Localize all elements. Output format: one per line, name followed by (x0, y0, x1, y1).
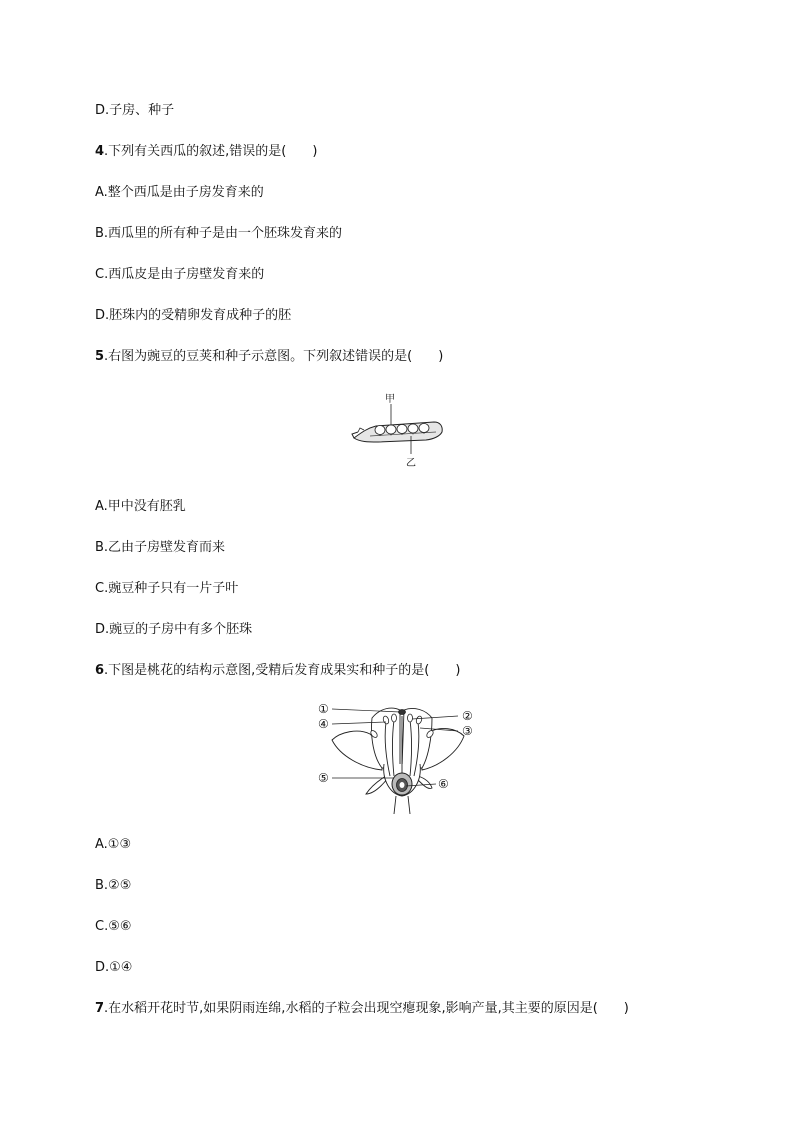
q6-stem-text: .下图是桃花的结构示意图,受精后发育成果实和种子的是( ) (104, 663, 461, 678)
q6-number: 6 (95, 663, 105, 678)
label-jia: 甲 (385, 394, 395, 405)
q3-option-d: D.子房、种子 (95, 103, 175, 118)
label-3: ③ (462, 724, 473, 738)
q4-option-b: B.西瓜里的所有种子是由一个胚珠发育来的 (95, 226, 343, 241)
q7-number: 7 (95, 1001, 105, 1016)
q5-stem (95, 348, 443, 366)
q7-stem-text: .在水稻开花时节,如果阴雨连绵,水稻的子粒会出现空瘪现象,影响产量,其主要的原因是( ) (104, 1001, 629, 1016)
q4-number: 4 (95, 144, 105, 159)
label-1: ① (318, 702, 329, 716)
q5-number: 5 (95, 349, 105, 364)
q4-stem (95, 143, 317, 161)
q4-option-a: A.整个西瓜是由子房发育来的 (95, 185, 264, 200)
q4-option-d: D.胚珠内的受精卵发育成种子的胚 (95, 308, 292, 323)
q6-stem (95, 662, 460, 680)
label-6: ⑥ (438, 777, 449, 791)
q6-option-a: A.①③ (95, 837, 132, 852)
q5-option-a: A.甲中没有胚乳 (95, 499, 186, 514)
label-5: ⑤ (318, 771, 329, 785)
label-yi: 乙 (406, 458, 416, 469)
q6-option-d: D.①④ (95, 960, 133, 975)
q5-option-c: C.豌豆种子只有一片子叶 (95, 581, 239, 596)
pea-pod-figure (348, 392, 448, 472)
q6-option-b: B.②⑤ (95, 878, 132, 893)
q4-option-c: C.西瓜皮是由子房壁发育来的 (95, 267, 265, 282)
label-4: ④ (318, 717, 329, 731)
q5-stem-text: .右图为豌豆的豆荚和种子示意图。下列叙述错误的是( ) (104, 349, 444, 364)
peach-flower-figure (312, 698, 492, 816)
label-2: ② (462, 709, 473, 723)
q5-option-b: B.乙由子房壁发育而来 (95, 540, 226, 555)
q6-option-c: C.⑤⑥ (95, 919, 132, 934)
q7-stem (95, 1000, 629, 1018)
q5-option-d: D.豌豆的子房中有多个胚珠 (95, 622, 253, 637)
q4-stem-text: .下列有关西瓜的叙述,错误的是( ) (104, 144, 318, 159)
